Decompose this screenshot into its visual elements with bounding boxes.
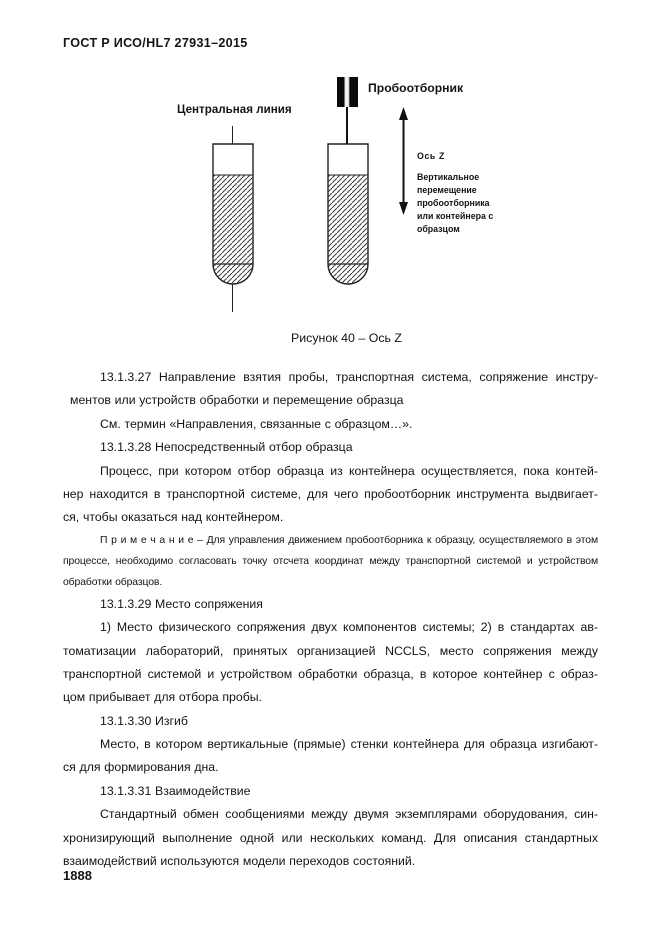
center-line-label: Центральная линия <box>177 103 292 116</box>
note-line: процессе, необходимо согласовать точку отсчета координат между транспортной системой и устройством <box>63 555 598 567</box>
text-line: ся, чтобы оказаться над контейнером. <box>63 510 284 525</box>
sample-tube-right-icon <box>327 143 369 285</box>
term-heading: 13.1.3.31 Взаимодействие <box>100 783 251 798</box>
note-line: П р и м е ч а н и е – Для управления движением пробоотборника к образцу, осуществляемого в этом <box>100 534 598 546</box>
page-number: 1888 <box>63 868 92 883</box>
figure-caption: Рисунок 40 – Ось Z <box>290 331 403 345</box>
text-line: ментов или устройств обработки и перемещение образца <box>70 393 404 408</box>
probe-label: Пробоотборник <box>368 81 464 95</box>
document-header: ГОСТ Р ИСО/HL7 27931–2015 <box>63 36 248 50</box>
sample-tube-left-icon <box>212 143 254 285</box>
probe-needle <box>346 107 348 144</box>
text-line: ся для формирования дна. <box>63 760 219 775</box>
text-line: транспортной системой и устройством обработки образца, в которое контейнер с образ- <box>63 666 598 681</box>
text-line: См. термин «Направления, связанные с образцом…». <box>100 416 413 431</box>
text-line: цом прибывает для отбора пробы. <box>63 690 263 705</box>
axis-z-label: Ось Z <box>417 151 445 161</box>
text-line: Место, в котором вертикальные (прямые) стенки контейнера для образца изгибают- <box>100 737 598 752</box>
body-text <box>63 366 598 873</box>
term-heading: 13.1.3.29 Место сопряжения <box>100 596 263 611</box>
text-line: 1) Место физического сопряжения двух компонентов системы; 2) в стандартах ав- <box>100 620 598 635</box>
term-heading: 13.1.3.28 Непосредственный отбор образца <box>100 440 353 455</box>
probe-icon <box>337 77 358 107</box>
vertical-movement-label: Вертикальное перемещение пробоотборника или контейнера с образцом <box>417 172 494 234</box>
text-line: Процесс, при котором отбор образца из контейнера осуществляется, пока контей- <box>100 463 598 478</box>
term-heading: 13.1.3.30 Изгиб <box>100 713 188 728</box>
text-line: нер находится в транспортной системе, для чего пробоотборник инструмента выдвигает- <box>63 486 598 501</box>
text-line: 13.1.3.27 Направление взятия пробы, транспортная система, сопряжение инстру- <box>100 370 598 384</box>
text-line: Стандартный обмен сообщениями между двумя экземплярами оборудования, син- <box>100 807 598 822</box>
note-line: обработки образцов. <box>63 576 163 588</box>
text-line: хронизирующий выполнение одной или нескольких команд. Для описания стандартных <box>63 830 598 845</box>
figure-axis-z <box>0 0 661 360</box>
text-line: взаимодействий используются модели переходов состояний. <box>63 854 416 869</box>
z-axis-arrow-icon <box>396 107 411 215</box>
text-line: томатизации лабораторий, принятых организацией NCCLS, место сопряжения между <box>63 643 598 658</box>
